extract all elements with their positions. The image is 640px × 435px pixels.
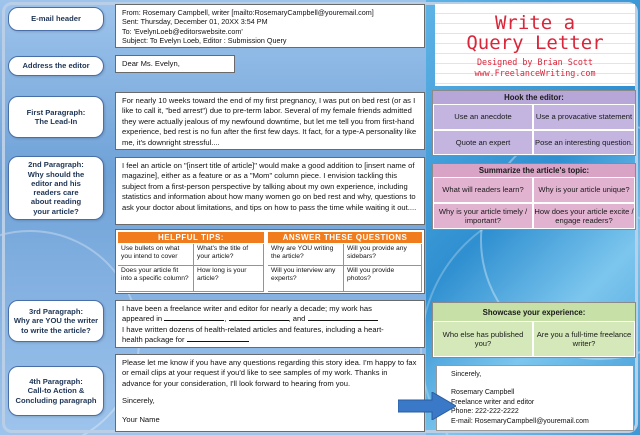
title-card [435,4,635,86]
second-paragraph-text: I feel an article on "[insert title of article]" would make a good addition to [insert name of magazine], either as a feature or as a "Mom" column piece. I envision tackling this subject from a first-person perspective by talking about my own experience, including statistics and information about how many women go on bed rest and why, questions to ask your doctor about limitations, and tips on how to pass the time while waiting it out.... [122,161,417,212]
third-paragraph-line: health package for [122,335,418,345]
tip-cell: Does your article fit into a specific column? [118,266,194,292]
email-from: From: Rosemary Campbell, writer [mailto:RosemaryCampbell@youremail.com] [122,8,374,17]
signature-card [436,365,634,431]
summary-cell: How does your article excite / engage readers? [533,203,635,229]
blank-line [229,314,289,321]
hook-panel [432,90,636,156]
title-line-2: Query Letter [466,31,604,54]
summarize-panel [432,163,636,230]
tip-cell: Use bullets on what you intend to cover [118,244,194,266]
tip-cell: How long is your article? [194,266,264,292]
third-paragraph-line: I have been a freelance writer and editor for nearly a decade; my work has [122,304,372,313]
salutation: Dear Ms. Evelyn, [122,58,180,68]
hook-cell: Quote an expert [433,130,533,155]
hook-cell: Use an anecdote [433,104,533,130]
closing: Sincerely, [122,396,155,406]
summary-cell: What will readers learn? [433,177,533,203]
email-subject: Subject: To Evelyn Loeb, Editor : Submission Query [122,36,287,46]
email-to: To: 'EvelynLoeb@editorswebsite.com' [122,26,243,36]
byline: Designed by Brian Scott [477,56,593,67]
signature-line: Rosemary Campbell [451,389,515,397]
email-header-box [115,4,425,48]
experience-panel-title: Showcase your experience: [482,307,586,317]
summary-cell: Why is your article timely / important? [433,203,533,229]
label-second-paragraph: 2nd Paragraph: Why should the editor and his readers care about reading your article? [8,156,104,220]
tip-cell: What's the title of your article? [194,244,264,266]
experience-cell: Are you a full-time freelance writer? [533,321,635,357]
first-paragraph-box [115,92,425,150]
blank-line [308,314,378,321]
hook-cell: Use a provacative statement [533,104,635,130]
blank-line [187,335,249,342]
second-paragraph-box [115,157,425,225]
tips-section [115,229,425,294]
third-paragraph-line: I have written dozens of health-related articles and features, including a heart- [122,324,384,334]
fourth-paragraph-text: Please let me know if you have any questions regarding this story idea. I'm happy to fax or email clips at your request if you'd like to see samples of my work. Thanks in advance for your consideration, I'll look forward to hearing from you. [122,358,417,388]
email-sent: Sent: Thursday, December 01, 20XX 3:54 PM [122,17,268,27]
experience-cell: Who else has published you? [433,321,533,357]
question-cell: Will you provide photos? [344,266,422,292]
label-first-paragraph: First Paragraph: The Lead-In [8,96,104,138]
your-name: Your Name [122,414,160,424]
question-cell: Will you provide any sidebars? [344,244,422,266]
summarize-panel-title: Summarize the article's topic: [478,166,590,175]
blank-line [164,314,224,321]
hook-cell: Pose an interesting question. [533,130,635,155]
label-third-paragraph: 3rd Paragraph: Why are YOU the writer to write the article? [8,300,104,342]
fourth-paragraph-box [115,354,425,432]
helpful-tips-heading: HELPFUL TIPS: [118,232,264,243]
answer-questions-heading: ANSWER THESE QUESTIONS [268,232,422,243]
third-paragraph-box [115,300,425,348]
salutation-box [115,55,235,73]
signature-line: Freelance writer and editor [451,398,535,406]
question-cell: Why are YOU writing the article? [268,244,344,266]
question-cell: Will you interview any experts? [268,266,344,292]
signature-line: Phone: 222-222-2222 [451,408,519,416]
website: www.FreelanceWriting.com [474,67,596,78]
pointer-arrow-icon [398,392,456,420]
experience-panel [432,302,636,358]
label-fourth-paragraph: 4th Paragraph: Call-to Action & Concluding paragraph [8,366,104,416]
signature-closing: Sincerely, [451,371,482,378]
summary-cell: Why is your article unique? [533,177,635,203]
title-line-1: Write a [494,12,576,34]
first-paragraph-text: For nearly 10 weeks toward the end of my first pregnancy, I was put on bed rest (or as I like to call it, "bed arrest") due to pre-term labor. Several of my female friends admitted they were actually jealous of my newfound downtime, but let me tell you from first-hand experience, bed rest is no fun after the first few days. It fact, for a type-A personality like me, it's downright stressful.... [122,96,417,147]
hook-panel-title: Hook the editor: [504,93,564,102]
label-email-header: E-mail header [8,7,104,31]
label-address-editor: Address the editor [8,56,104,76]
signature-line: E-mail: RosemaryCampbell@youremail.com [451,417,589,425]
third-paragraph-line: appeared in , , and [122,314,418,324]
